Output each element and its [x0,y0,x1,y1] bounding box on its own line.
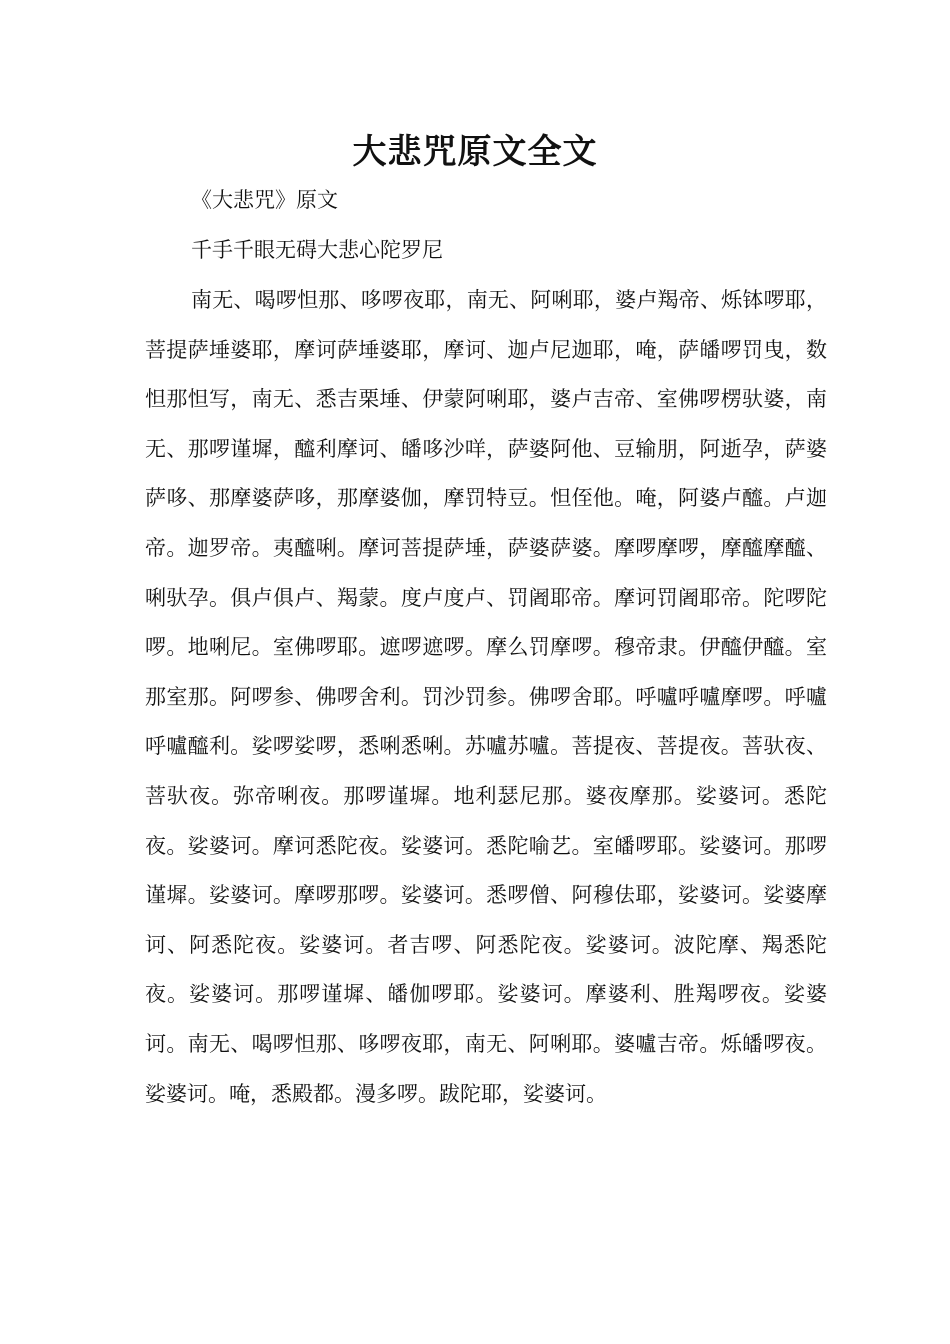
mantra-body: 南无、喝啰怛那、哆啰夜耶，南无、阿唎耶，婆卢羯帝、烁钵啰耶，菩提萨埵婆耶，摩诃萨埵婆耶，摩诃、迦卢尼迦耶，唵，萨皤啰罚曳，数怛那怛写，南无、悉吉栗埵、伊蒙阿唎耶，婆卢吉帝、室佛啰楞驮婆，南无、那啰谨墀，醯利摩诃、皤哆沙咩，萨婆阿他、豆输朋，阿逝孕，萨婆萨哆、那摩婆萨哆，那摩婆伽，摩罚特豆。怛侄他。唵，阿婆卢醯。卢迦帝。迦罗帝。夷醯唎。摩诃菩提萨埵，萨婆萨婆。摩啰摩啰，摩醯摩醯、唎驮孕。俱卢俱卢、羯蒙。度卢度卢、罚阇耶帝。摩诃罚阇耶帝。陀啰陀啰。地唎尼。室佛啰耶。遮啰遮啰。摩么罚摩啰。穆帝隶。伊醯伊醯。室那室那。阿啰参、佛啰舍利。罚沙罚参。佛啰舍耶。呼嚧呼嚧摩啰。呼嚧呼嚧醯利。娑啰娑啰，悉唎悉唎。苏嚧苏嚧。菩提夜、菩提夜。菩驮夜、菩驮夜。弥帝唎夜。那啰谨墀。地利瑟尼那。婆夜摩那。娑婆诃。悉陀夜。娑婆诃。摩诃悉陀夜。娑婆诃。悉陀喻艺。室皤啰耶。娑婆诃。那啰谨墀。娑婆诃。摩啰那啰。娑婆诃。悉啰僧、阿穆佉耶，娑婆诃。娑婆摩诃、阿悉陀夜。娑婆诃。者吉啰、阿悉陀夜。娑婆诃。波陀摩、羯悉陀夜。娑婆诃。那啰谨墀、皤伽啰耶。娑婆诃。摩婆利、胜羯啰夜。娑婆诃。南无、喝啰怛那、哆啰夜耶，南无、阿唎耶。婆嚧吉帝。烁皤啰夜。娑婆诃。唵，悉殿都。漫多啰。跋陀耶，娑婆诃。 [145,288,827,1106]
subtitle-line: 千手千眼无碍大悲心陀罗尼 [191,238,443,262]
heading-line: 《大悲咒》原文 [191,188,338,212]
document-title: 大悲咒原文全文 [352,132,598,172]
